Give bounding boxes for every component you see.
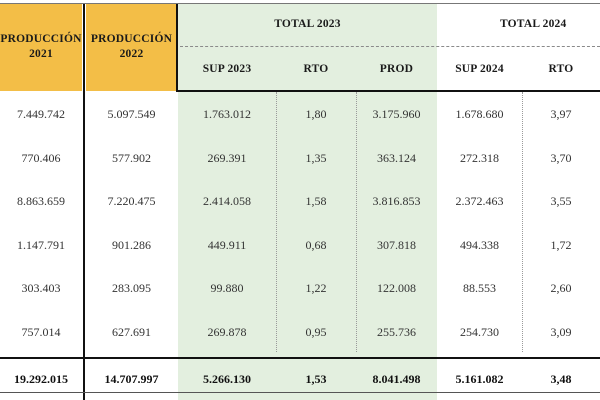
header-prod-2021-line2: 2021: [29, 48, 53, 60]
row3-rto-2024: 3,55: [550, 194, 572, 208]
row2-prod-2022: 577.902: [112, 151, 151, 165]
total-prod-2023: 8.041.498: [372, 372, 421, 386]
row4-rto-2023: 0,68: [305, 238, 327, 252]
dotted-divider-3: [522, 92, 523, 352]
row4-prod-2022: 901.286: [112, 238, 151, 252]
total-sup-2023: 5.266.130: [203, 372, 251, 386]
header-bottom-border: [178, 90, 600, 92]
row5-rto-2024: 2,60: [550, 281, 572, 295]
row3-prod-2023: 3.816.853: [372, 194, 421, 208]
row1-prod-2021: 7.449.742: [17, 107, 65, 121]
row4-sup-2024: 494.338: [460, 238, 499, 252]
row5-prod-2022: 283.095: [112, 281, 151, 295]
row5-rto-2023: 1,22: [305, 281, 327, 295]
row4-rto-2024: 1,72: [550, 238, 572, 252]
row1-sup-2023: 1.763.012: [203, 107, 251, 121]
header-prod-2023: PROD: [379, 63, 414, 75]
header-prod-2021: [0, 32, 82, 62]
row4-prod-2023: 307.818: [377, 238, 416, 252]
row2-rto-2023: 1,35: [305, 151, 327, 165]
row3-sup-2024: 2.372.463: [455, 194, 504, 208]
header-sup-2024: SUP 2024: [455, 63, 504, 75]
row6-rto-2024: 3,09: [550, 325, 572, 339]
total-rto-2023: 1,53: [305, 372, 327, 386]
header-total-2024: TOTAL 2024: [500, 18, 567, 30]
row5-sup-2023: 99.880: [210, 281, 244, 295]
row1-prod-2023: 3.175.960: [372, 107, 421, 121]
row2-sup-2023: 269.391: [207, 151, 247, 165]
header-prod-2021-line1: PRODUCCIÓN: [0, 33, 82, 45]
row4-sup-2023: 449.911: [207, 238, 247, 252]
row2-prod-2021: 770.406: [21, 151, 61, 165]
row1-rto-2023: 1,80: [305, 107, 327, 121]
row1-sup-2024: 1.678.680: [455, 107, 504, 121]
divider-2021-2022: [83, 4, 85, 400]
row6-sup-2024: 254.730: [460, 325, 499, 339]
row6-prod-2021: 757.014: [21, 325, 61, 339]
top-border: [0, 3, 600, 4]
dotted-divider-1: [276, 92, 277, 352]
header-sup-2023: SUP 2023: [202, 63, 252, 75]
header-prod-2022-line2: 2022: [119, 48, 144, 60]
row3-rto-2023: 1,58: [305, 194, 327, 208]
row1-prod-2022: 5.097.549: [107, 107, 156, 121]
total-rto-2024: 3,48: [550, 372, 572, 386]
row2-rto-2024: 3,70: [550, 151, 572, 165]
row2-sup-2024: 272.318: [460, 151, 499, 165]
row6-rto-2023: 0,95: [305, 325, 327, 339]
row2-prod-2023: 363.124: [377, 151, 416, 165]
row5-sup-2024: 88.553: [463, 281, 496, 295]
row6-prod-2022: 627.691: [112, 325, 151, 339]
row6-sup-2023: 269.878: [207, 325, 247, 339]
total-prod-2021: 19.292.015: [14, 372, 68, 386]
header-prod-2022: [86, 32, 177, 62]
subheader-divider: [180, 46, 600, 47]
row4-prod-2021: 1.147.791: [17, 238, 65, 252]
total-sup-2024: 5.161.082: [455, 372, 504, 386]
row3-prod-2022: 7.220.475: [107, 194, 156, 208]
row5-prod-2021: 303.403: [21, 281, 61, 295]
total-prod-2022: 14.707.997: [104, 372, 159, 386]
header-rto-2024: RTO: [548, 63, 574, 75]
row3-prod-2021: 8.863.659: [17, 194, 65, 208]
dotted-divider-2: [356, 92, 357, 352]
divider-2022-2023: [176, 4, 178, 92]
header-rto-2023: RTO: [303, 63, 329, 75]
row3-sup-2023: 2.414.058: [203, 194, 251, 208]
row1-rto-2024: 3,97: [550, 107, 572, 121]
row6-prod-2023: 255.736: [377, 325, 416, 339]
header-prod-2022-line1: PRODUCCIÓN: [90, 33, 173, 45]
header-total-2023: TOTAL 2023: [274, 18, 341, 30]
total-top-border: [0, 357, 600, 359]
total-bottom-border: [0, 392, 600, 393]
row5-prod-2023: 122.008: [377, 281, 416, 295]
